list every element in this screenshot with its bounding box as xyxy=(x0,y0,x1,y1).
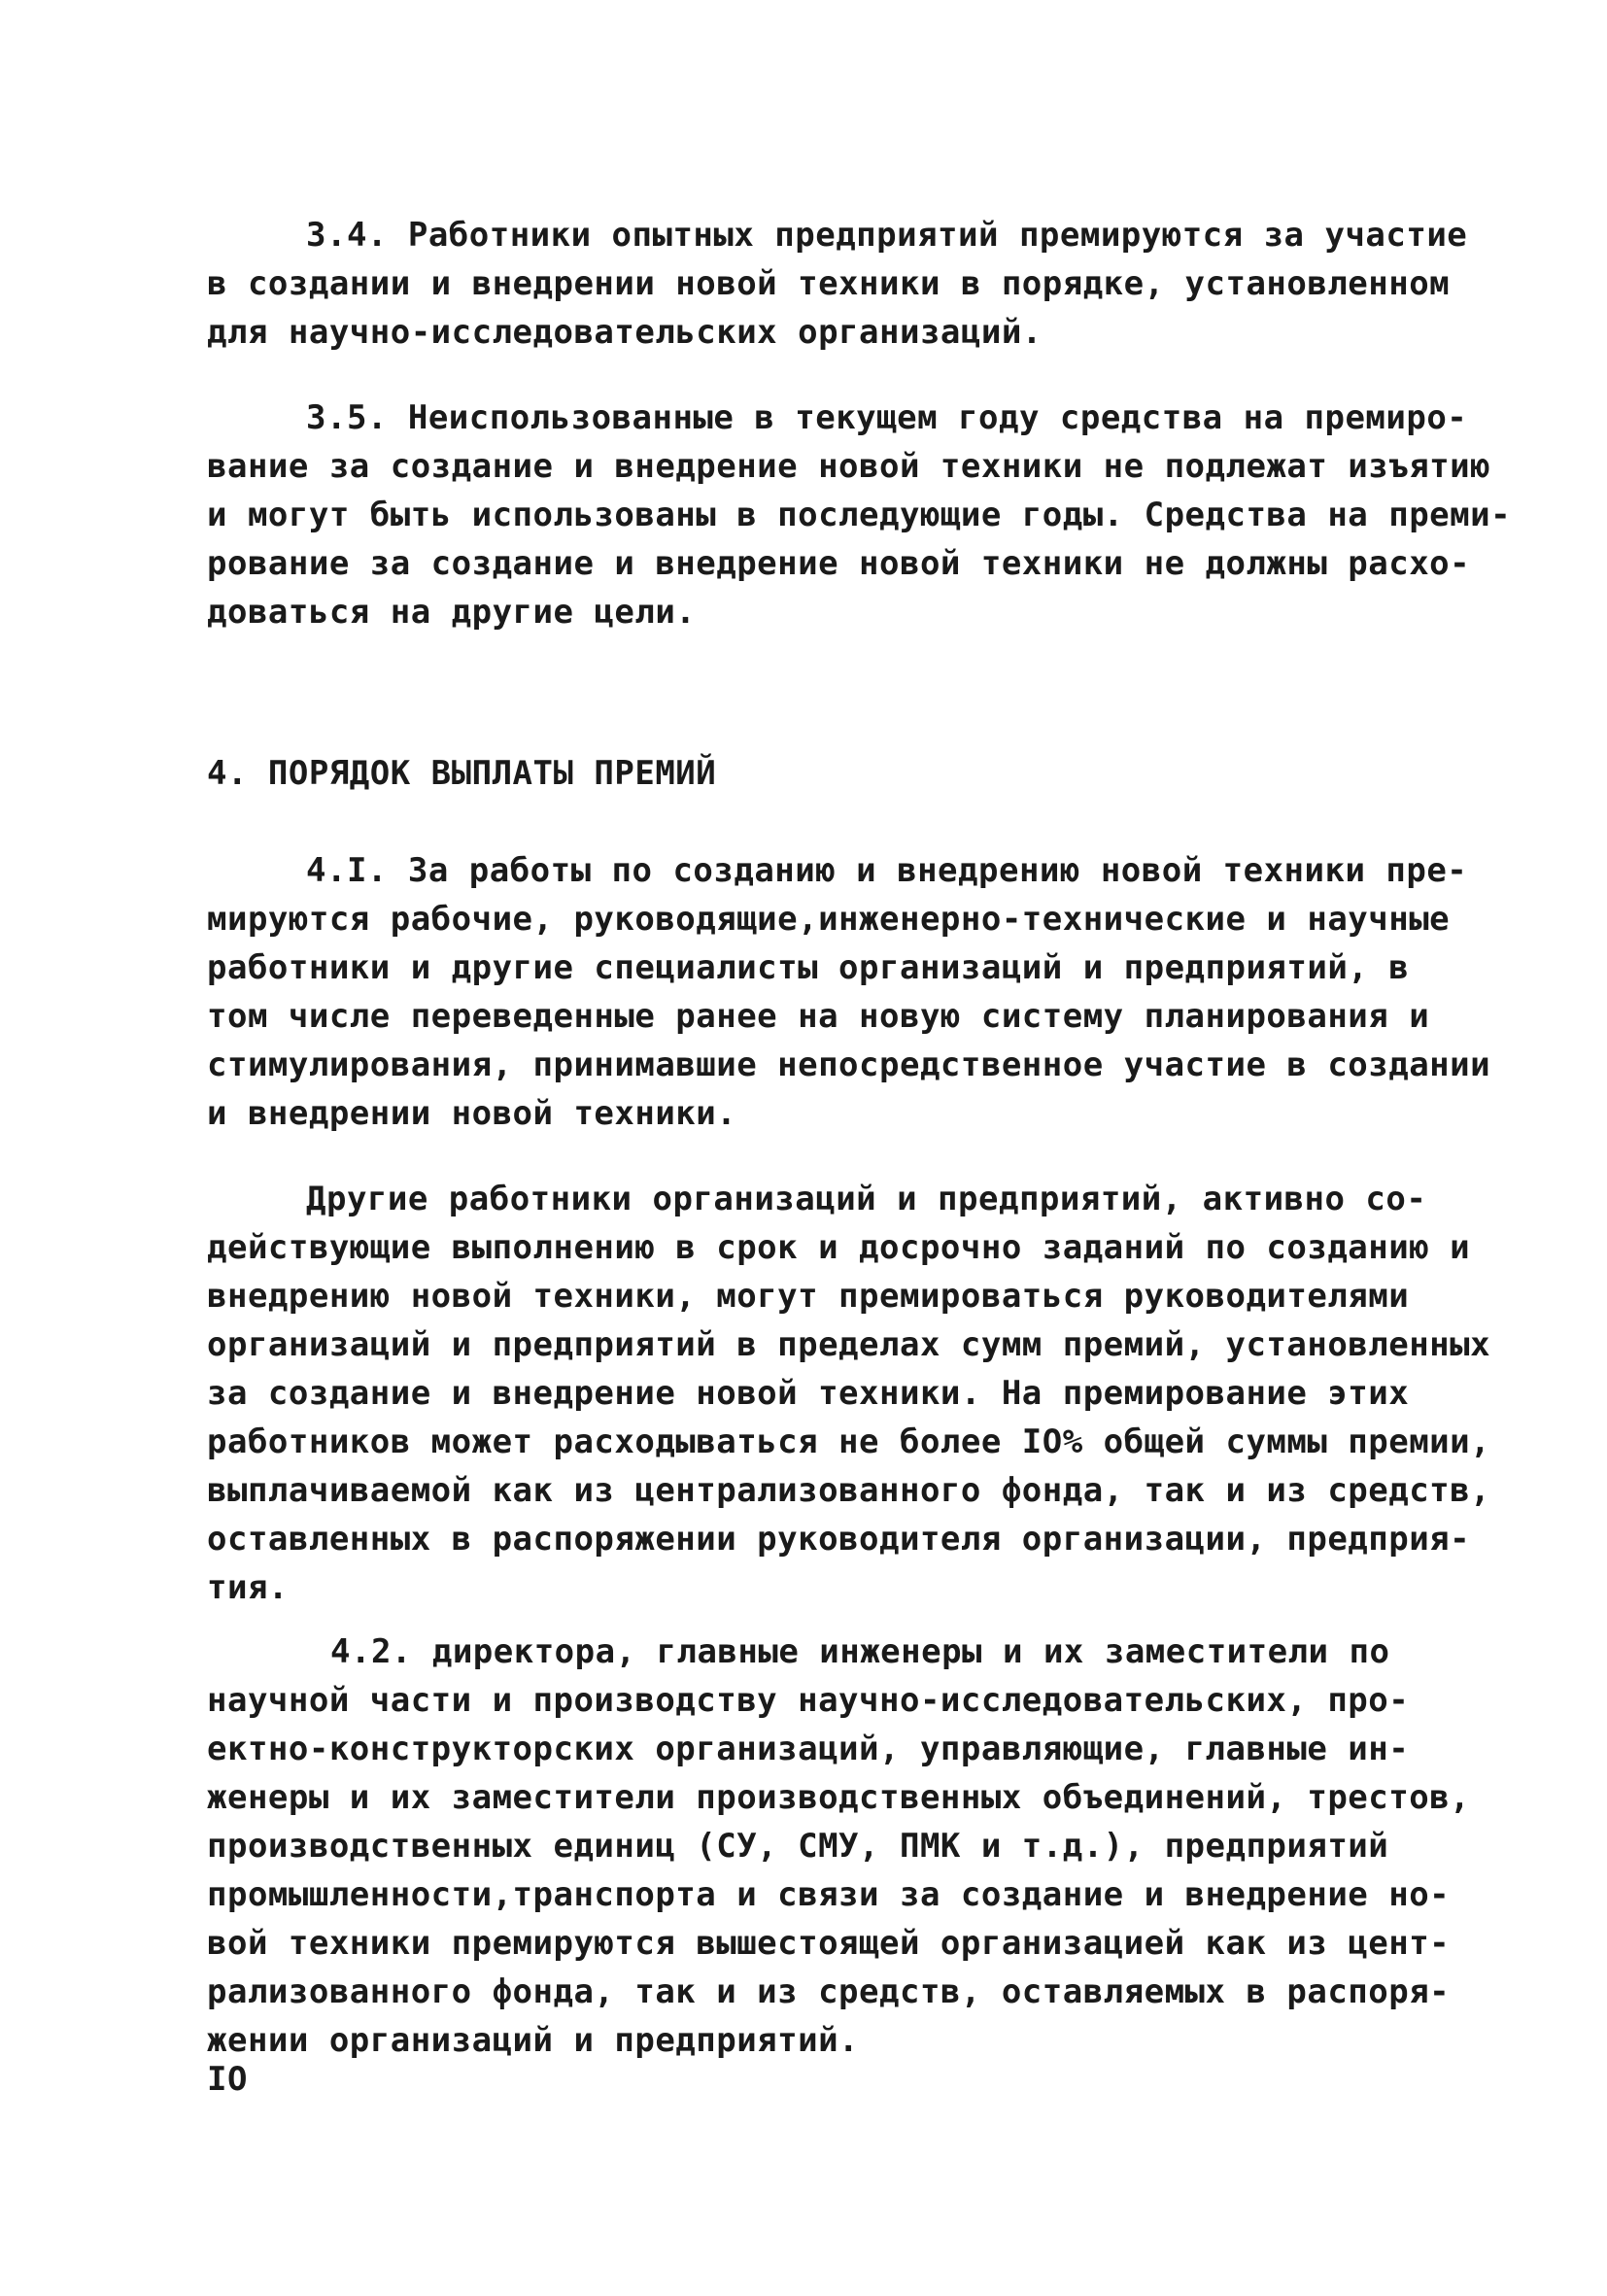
text-line: вание за создание и внедрение новой техники не подлежат изъятию xyxy=(207,447,1491,486)
text-line: выплачиваемой как из централизованного фонда, так и из средств, xyxy=(207,1471,1491,1510)
text-line: стимулирования, принимавшие непосредственное участие в создании xyxy=(207,1045,1491,1084)
text-line: женеры и их заместители производственных объединений, трестов, xyxy=(207,1778,1471,1817)
text-line: 4.I. За работы по созданию и внедрению новой техники пре- xyxy=(306,851,1468,890)
text-line: в создании и внедрении новой техники в порядке, установленном xyxy=(207,264,1451,303)
text-line: жении организаций и предприятий. xyxy=(207,2021,860,2060)
text-line: внедрению новой техники, могут премироваться руководителями xyxy=(207,1277,1410,1316)
text-line: работников может расходываться не более IO% общей суммы премии, xyxy=(207,1422,1491,1461)
text-line: 3.5. Неиспользованные в текущем году средства на премиро- xyxy=(306,398,1468,437)
text-line: промышленности,транспорта и связи за создание и внедрение но- xyxy=(207,1875,1451,1914)
text-line: работники и другие специалисты организаций и предприятий, в xyxy=(207,948,1410,987)
text-line: организаций и предприятий в пределах сумм премий, установленных xyxy=(207,1325,1491,1364)
text-line: и могут быть использованы в последующие годы. Средства на преми- xyxy=(207,496,1512,534)
text-line: доваться на другие цели. xyxy=(207,593,697,632)
section-heading: 4. ПОРЯДОК ВЫПЛАТЫ ПРЕМИЙ xyxy=(207,754,717,793)
text-line: вой техники премируются вышестоящей организацией как из цент- xyxy=(207,1924,1451,1963)
text-line: производственных единиц (СУ, СМУ, ПМК и т.д.), предприятий xyxy=(207,1827,1389,1866)
text-line: 4.2. директора, главные инженеры и их заместители по xyxy=(330,1632,1390,1671)
text-line: 3.4. Работники опытных предприятий премируются за участие xyxy=(306,216,1468,255)
text-line: ектно-конструкторских организаций, управляющие, главные ин- xyxy=(207,1730,1410,1768)
text-line: мируются рабочие, руководящие,инженерно-технические и научные xyxy=(207,900,1451,939)
text-line: за создание и внедрение новой техники. На премирование этих xyxy=(207,1374,1410,1413)
text-line: Другие работники организаций и предприятий, активно со- xyxy=(306,1180,1427,1218)
text-line: и внедрении новой техники. xyxy=(207,1094,737,1133)
text-line: действующие выполнению в срок и досрочно заданий по созданию и xyxy=(207,1228,1471,1267)
text-line: тия. xyxy=(207,1568,289,1607)
text-line: рование за создание и внедрение новой техники не должны расхо- xyxy=(207,544,1471,583)
text-line: для научно-исследовательских организаций. xyxy=(207,313,1043,352)
page-number: IO xyxy=(207,2060,248,2099)
text-line: оставленных в распоряжении руководителя организации, предприя- xyxy=(207,1520,1471,1559)
text-line: том числе переведенные ранее на новую систему планирования и xyxy=(207,997,1430,1036)
text-line: рализованного фонда, так и из средств, оставляемых в распоря- xyxy=(207,1972,1451,2011)
text-line: научной части и производству научно-исследовательских, про- xyxy=(207,1681,1410,1720)
